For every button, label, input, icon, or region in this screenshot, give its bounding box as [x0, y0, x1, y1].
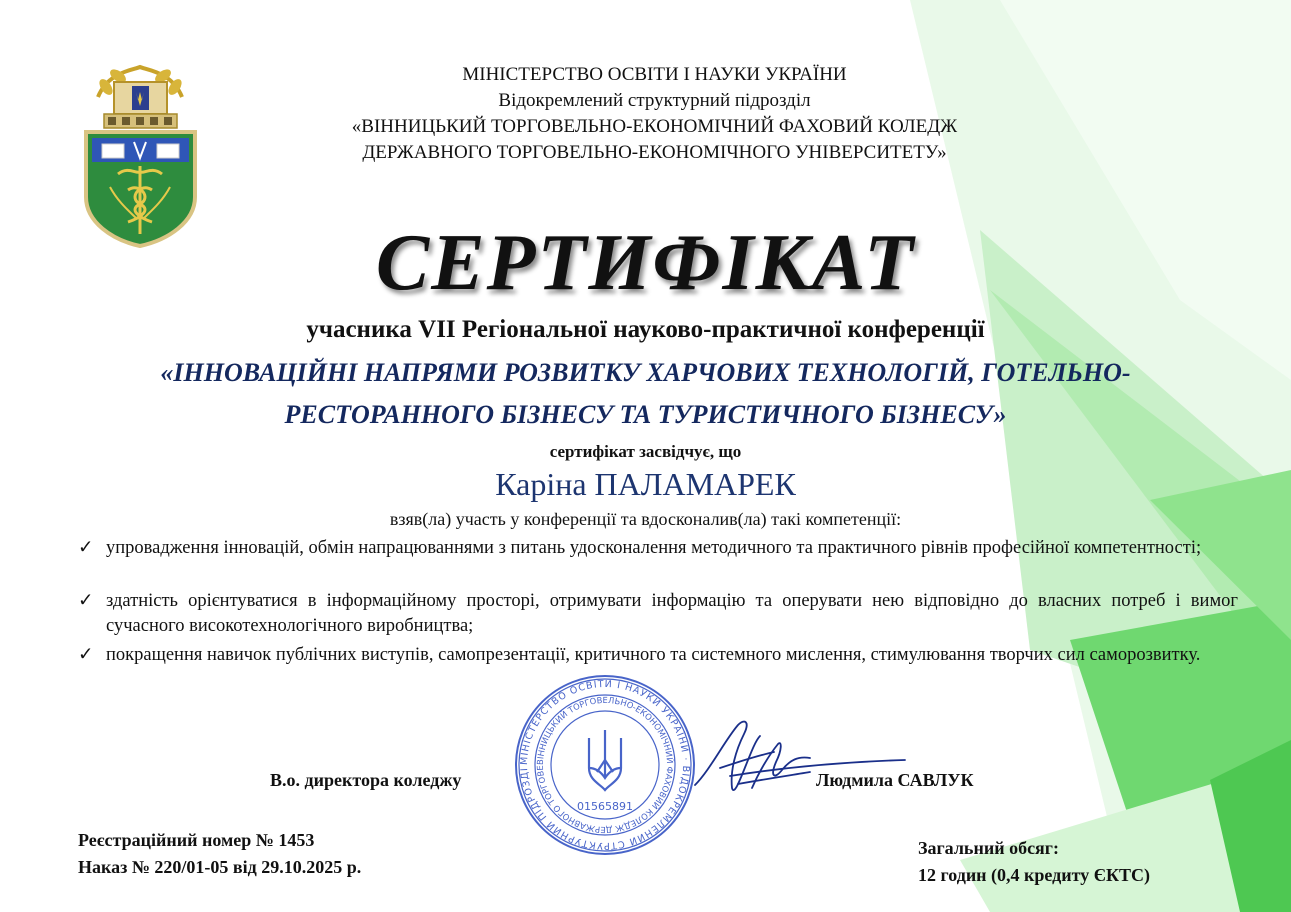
conference-name-line2: РЕСТОРАННОГО БІЗНЕСУ ТА ТУРИСТИЧНОГО БІЗНЕСУ» [284, 400, 1007, 429]
competency-text: здатність орієнтуватися в інформаційному просторі, отримувати інформацію та оперувати нею відповідно до власних потреб і вимог сучасного високотехнологічного виробництва; [106, 591, 1238, 636]
official-seal [512, 672, 698, 858]
order-number: Наказ № 220/01-05 від 29.10.2025 р. [78, 857, 362, 877]
recipient-name: Каріна ПАЛАМАРЕК [495, 466, 796, 502]
college-name-line1: «ВІННИЦЬКИЙ ТОРГОВЕЛЬНО-ЕКОНОМІЧНИЙ ФАХОВИЙ КОЛЕДЖ [351, 116, 958, 137]
competency-item [78, 589, 1238, 639]
volume-block [918, 835, 1150, 889]
seal-outer-text: МІНІСТЕРСТВО ОСВІТИ І НАУКИ УКРАЇНИ · ВІДОКРЕМЛЕНИЙ СТРУКТУРНИЙ ПІДРОЗДІ [518, 678, 692, 852]
certifies-text: сертифікат засвідчує, що [549, 442, 742, 461]
ministry-name: МІНІСТЕРСТВО ОСВІТИ І НАУКИ УКРАЇНИ [462, 64, 847, 85]
competency-item [78, 643, 1238, 668]
signatory-name: Людмила САВЛУК [816, 770, 974, 790]
competency-item [78, 536, 1238, 561]
registration-number: Реєстраційний номер № 1453 [78, 830, 315, 850]
seal-inner-text: ВІННИЦЬКИЙ ТОРГОВЕЛЬНО-ЕКОНОМІЧНИЙ ФАХОВИЙ КОЛЕДЖ ДЕРЖАВНОГО ТОРГОВЕ [534, 694, 676, 836]
competency-text: упровадження інновацій, обмін напрацюваннями з питань удосконалення методичного та практичного рівнів професійної компетентності; [106, 538, 1202, 558]
conference-name [0, 352, 1291, 436]
registration-block [78, 827, 361, 881]
competencies-intro: взяв(ла) участь у конференції та вдосконалив(ла) такі компетенції: [389, 509, 902, 529]
volume-value: 12 годин (0,4 кредиту ЄКТС) [918, 865, 1151, 885]
signature-icon [690, 710, 920, 805]
institution-header [0, 62, 1291, 166]
check-mark-icon: ✓ [78, 538, 94, 558]
handwritten-signature [690, 710, 920, 805]
signatory-role: В.о. директора коледжу [270, 770, 462, 790]
seal-code: 01565891 [577, 800, 633, 813]
unit-name: Відокремлений структурний підрозділ [498, 90, 811, 111]
official-round-seal-icon [512, 672, 698, 858]
certificate-title: СЕРТИФІКАТ [375, 219, 916, 307]
check-mark-icon: ✓ [78, 645, 94, 665]
check-mark-icon: ✓ [78, 591, 94, 611]
competency-text: покращення навичок публічних виступів, самопрезентації, критичного та системного мислення, стимулювання творчих сил саморозвитку. [106, 645, 1201, 665]
volume-label: Загальний обсяг: [918, 838, 1059, 858]
conference-name-line1: «ІННОВАЦІЙНІ НАПРЯМИ РОЗВИТКУ ХАРЧОВИХ ТЕХНОЛОГІЙ, ГОТЕЛЬНО- [160, 358, 1131, 387]
college-name-line2: ДЕРЖАВНОГО ТОРГОВЕЛЬНО-ЕКОНОМІЧНОГО УНІВЕРСИТЕТУ» [362, 142, 947, 163]
certificate-subtitle: учасника VII Регіональної науково-практичної конференції [306, 316, 985, 343]
